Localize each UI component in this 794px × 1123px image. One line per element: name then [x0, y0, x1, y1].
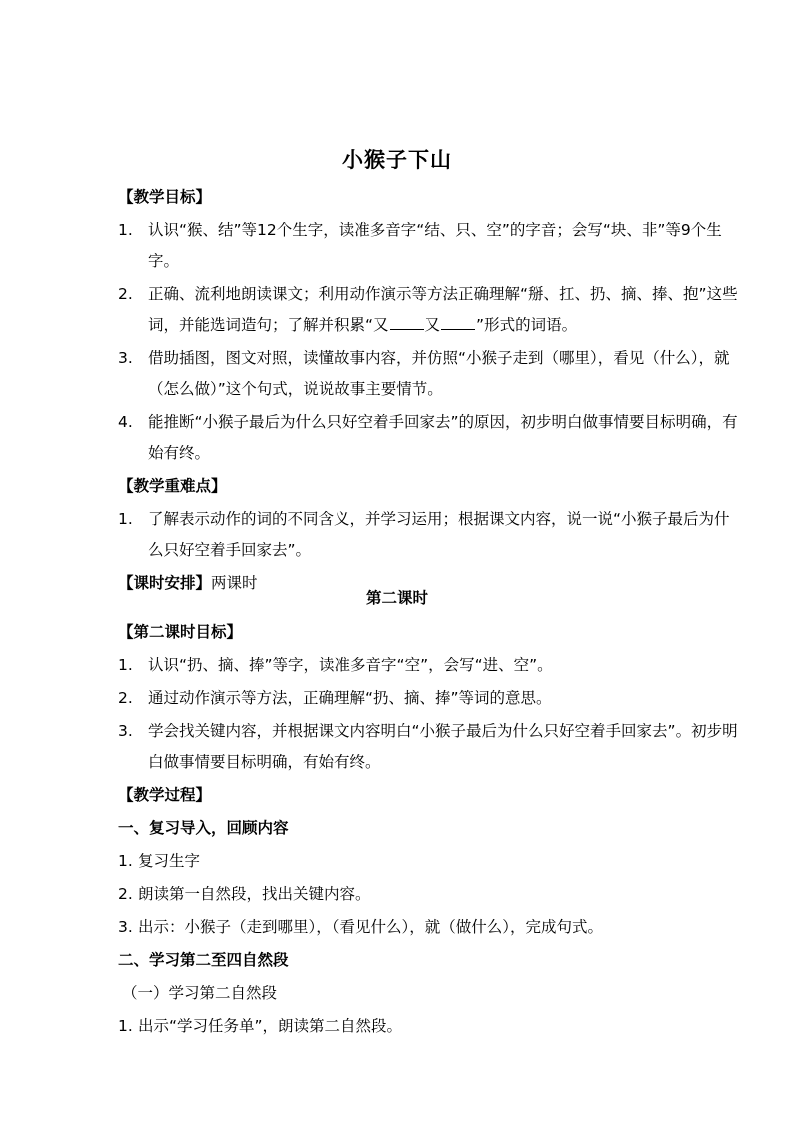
item-text: ”形式的词语。 [476, 316, 578, 334]
lesson-goals-section [118, 617, 738, 1042]
item-text: 学会找关键内容，并根据课文内容明白“小猴子最后为什么只好空着手回家去”。初步明白做事情要目标明确，有始有终。 [148, 722, 738, 771]
list-item [118, 1011, 738, 1042]
process-section-title: 二、学习第二至四自然段 [118, 951, 289, 969]
list-item [118, 912, 738, 943]
item-number: 1. [118, 1017, 133, 1035]
item-text: 正确、流利地朗读课文；利用动作演示等方法正确理解“掰、扛、扔、摘、捧、抱”这些词，并能选词造句；了解并积累“又 [148, 285, 738, 334]
item-number: 4. [118, 413, 133, 431]
item-text: 通过动作演示等方法，正确理解“扔、摘、捧”等词的意思。 [148, 689, 552, 707]
page-title: 小猴子下山 [342, 148, 452, 172]
process-subsection-title: （一）学习第二自然段 [122, 984, 278, 1002]
item-text: 能推断“小猴子最后为什么只好空着手回家去”的原因，初步明白做事情要目标明确，有始有终。 [148, 413, 738, 462]
fill-blank [390, 315, 424, 330]
item-text: 出示：小猴子（走到哪里），（看见什么），就（做什么），完成句式。 [138, 918, 604, 936]
list-item [118, 650, 738, 681]
list-item [118, 846, 738, 877]
item-text: 出示“学习任务单”，朗读第二自然段。 [138, 1017, 403, 1035]
list-item [118, 343, 738, 405]
schedule-value: 两课时 [211, 574, 258, 592]
item-number: 2. [118, 285, 133, 303]
item-text: 借助插图，图文对照，读懂故事内容，并仿照“小猴子走到（哪里），看见（什么），就（怎么做）”这个句式，说说故事主要情节。 [148, 349, 730, 398]
list-item [118, 716, 738, 778]
item-text: 认识“扔、摘、捧”等字，读准多音字“空”，会写“进、空”。 [148, 656, 553, 674]
item-text: 复习生字 [138, 852, 201, 870]
item-number: 1. [118, 852, 133, 870]
section-heading-goals: 【教学目标】 [118, 188, 212, 206]
item-number: 1. [118, 510, 133, 528]
item-number: 1. [118, 656, 133, 674]
item-text: 又 [424, 316, 441, 334]
section-heading-schedule: 【课时安排】 [118, 574, 212, 592]
section-heading-lesson-goals: 【第二课时目标】 [118, 623, 243, 641]
fill-blank [441, 315, 475, 330]
list-item [118, 407, 738, 469]
process-section-title: 一、复习导入，回顾内容 [118, 819, 289, 837]
item-number: 3. [118, 349, 133, 367]
item-number: 2. [118, 689, 133, 707]
section-heading-key-points: 【教学重难点】 [118, 477, 227, 495]
teaching-goals-section [118, 182, 738, 599]
item-text: 了解表示动作的词的不同含义，并学习运用；根据课文内容，说一说“小猴子最后为什么只好空着手回家去”。 [148, 510, 730, 559]
item-text: 认识“猴、结”等12个生字，读准多音字“结、只、空”的字音；会写“块、非”等9个生字。 [148, 221, 722, 270]
list-item [118, 279, 738, 341]
lesson-heading: 第二课时 [365, 589, 428, 607]
section-heading-process: 【教学过程】 [118, 786, 212, 804]
list-item [118, 215, 738, 277]
list-item [118, 879, 738, 910]
list-item [118, 683, 738, 714]
item-number: 1. [118, 221, 133, 239]
item-number: 3. [118, 722, 133, 740]
item-number: 2. [118, 885, 133, 903]
item-text: 朗读第一自然段，找出关键内容。 [138, 885, 371, 903]
list-item [118, 504, 738, 566]
item-number: 3. [118, 918, 133, 936]
